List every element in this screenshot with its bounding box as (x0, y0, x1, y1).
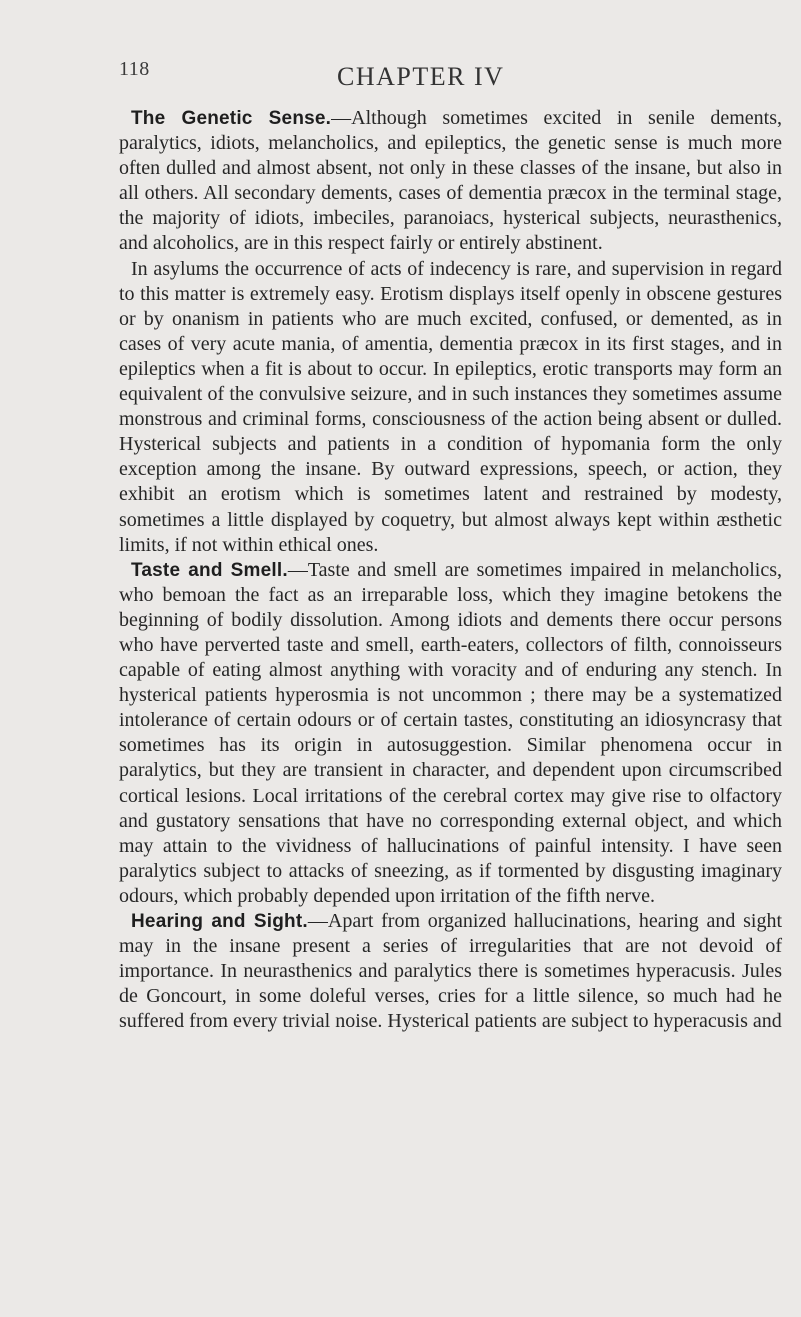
section-heading-genetic-sense: The Genetic Sense. (131, 108, 332, 129)
page-number: 118 (119, 58, 150, 80)
paragraph-text: —Apart from organized hallucinations, hearing and sight may in the insane present a series of irregularities that are not devoid of importance. In neurasthenics and paralytics there is sometimes hyperacusis. Jules de Goncourt, in some doleful verses, cries for a little silence, so much had he suffered from every trivial noise. Hysterical patients are subject to hyperacusis and (119, 910, 782, 1033)
paragraph-text: —Taste and smell are sometimes impaired in melancholics, who bemoan the fact as an irreparable loss, which they imagine betokens the beginning of bodily dissolution. Among idiots and dements there occur persons who have perverted taste and smell, earth-eaters, collectors of filth, connoisseurs capable of eating almost anything with voracity and of enduring any stench. In hysterical patients hyperosmia is not uncommon ; there may be a systematized intolerance of certain odours or of certain tastes, constituting an idiosyncrasy that sometimes has its origin in autosuggestion. Similar phenomena occur in paralytics, but they are transient in character, and dependent upon circumscribed cortical lesions. Local irritations of the cerebral cortex may give rise to olfactory and gustatory sensations that have no corresponding external object, and which may attain to the vividness of hallucinations of painful intensity. I have seen paralytics subject to attacks of sneezing, as if tormented by disgusting imaginary odours, which probably depended upon irritation of the fifth nerve. (119, 558, 783, 907)
paragraph-hearing-and-sight (119, 909, 782, 1034)
paragraph-taste-and-smell (119, 558, 782, 909)
paragraph-asylums (119, 257, 782, 558)
section-heading-taste-and-smell: Taste and Smell. (131, 559, 288, 581)
body-text (119, 106, 782, 1034)
chapter-heading: CHAPTER IV (337, 62, 505, 91)
paragraph-genetic-sense (119, 106, 782, 257)
paragraph-text: —Although sometimes excited in senile dements, paralytics, idiots, melancholics, and epileptics, the genetic sense is much more often dulled and almost absent, not only in these classes of the insane, but also in all others. All secondary dements, cases of dementia præcox in the terminal stage, the majority of idiots, imbeciles, paranoiacs, hysterical subjects, neurasthenics, and alcoholics, are in this respect fairly or entirely abstinent. (119, 107, 782, 255)
section-heading-hearing-and-sight: Hearing and Sight. (131, 911, 308, 932)
paragraph-text: In asylums the occurrence of acts of indecency is rare, and supervision in regard to this matter is extremely easy. Erotism displays itself openly in obscene gestures or by onanism in patients who are much excited, confused, or demented, as in cases of very acute mania, of amentia, dementia præcox in its first stages, and in epileptics when a fit is about to occur. In epileptics, erotic transports may form an equivalent of the convulsive seizure, and in such instances they sometimes assume monstrous and criminal forms, consciousness of the action being absent or dulled. Hysterical subjects and patients in a condition of hypomania form the only exception among the insane. By outward expressions, speech, or action, they exhibit an erotism which is sometimes latent and restrained by modesty, sometimes a little displayed by coquetry, but almost always kept within æsthetic limits, if not within ethical ones. (119, 257, 782, 556)
